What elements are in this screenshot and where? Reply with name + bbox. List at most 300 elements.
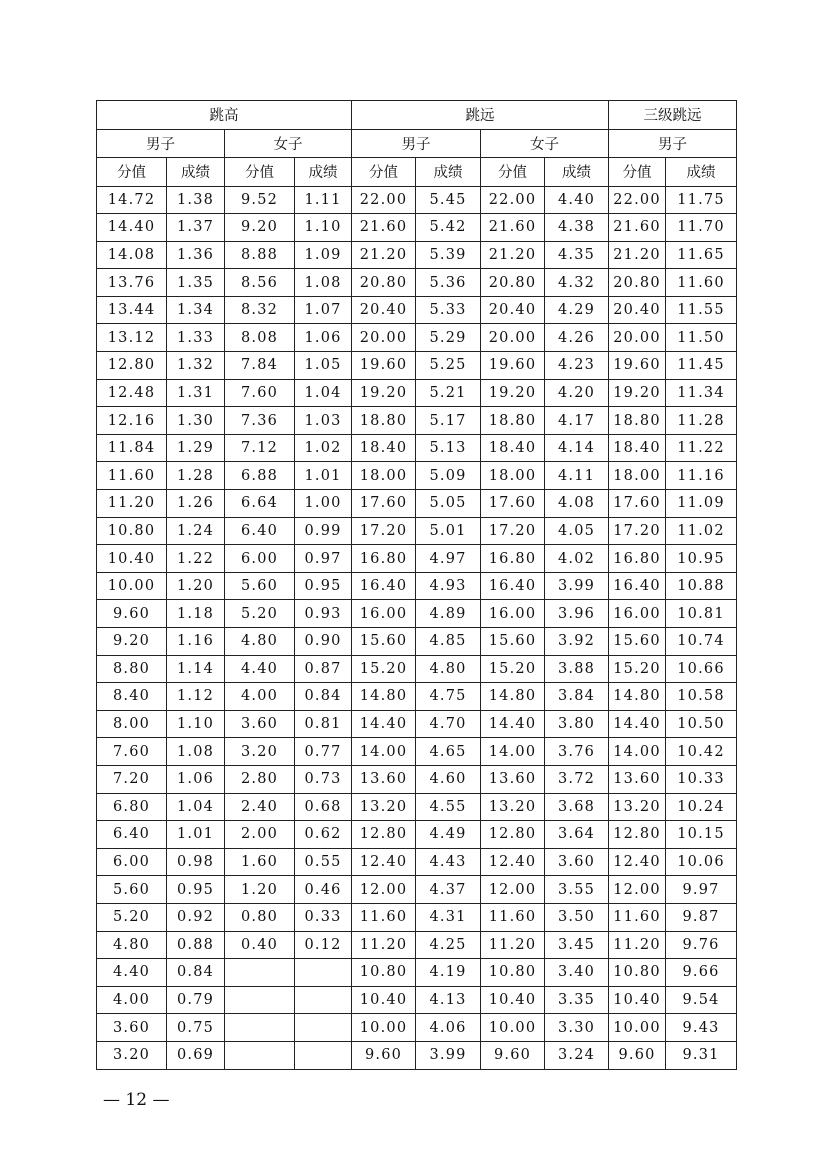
table-cell: 9.54	[666, 986, 737, 1014]
table-cell: 4.26	[545, 324, 609, 352]
table-cell: 8.00	[97, 710, 167, 738]
table-cell: 11.16	[666, 462, 737, 490]
col-result: 成绩	[416, 158, 481, 187]
table-cell: 4.85	[416, 628, 481, 656]
table-cell: 5.21	[416, 379, 481, 407]
table-cell: 6.40	[97, 821, 167, 849]
table-cell: 4.55	[416, 793, 481, 821]
table-cell: 21.20	[481, 241, 545, 269]
table-cell: 10.88	[666, 572, 737, 600]
table-cell: 5.01	[416, 517, 481, 545]
table-cell: 5.39	[416, 241, 481, 269]
table-cell: 4.02	[545, 545, 609, 573]
table-cell: 11.20	[481, 931, 545, 959]
long-jump-female: 女子	[481, 129, 609, 158]
table-cell: 18.40	[481, 434, 545, 462]
table-cell: 9.97	[666, 876, 737, 904]
table-cell: 11.70	[666, 214, 737, 242]
table-cell: 18.00	[352, 462, 416, 490]
table-cell: 9.52	[225, 186, 295, 214]
table-cell: 11.20	[609, 931, 666, 959]
table-cell: 0.75	[167, 1014, 225, 1042]
table-row	[97, 765, 737, 793]
table-cell: 7.60	[97, 738, 167, 766]
table-cell: 3.20	[97, 1041, 167, 1069]
table-row	[97, 710, 737, 738]
table-cell: 13.20	[352, 793, 416, 821]
table-cell: 12.48	[97, 379, 167, 407]
table-cell: 12.40	[352, 848, 416, 876]
table-cell: 16.40	[352, 572, 416, 600]
table-cell: 3.99	[416, 1041, 481, 1069]
col-result: 成绩	[295, 158, 352, 187]
table-cell: 1.07	[295, 296, 352, 324]
table-cell: 0.62	[295, 821, 352, 849]
table-row	[97, 296, 737, 324]
table-cell: 9.60	[352, 1041, 416, 1069]
table-cell: 11.50	[666, 324, 737, 352]
table-cell: 4.00	[225, 683, 295, 711]
table-cell: 4.11	[545, 462, 609, 490]
table-cell: 4.13	[416, 986, 481, 1014]
table-cell: 3.60	[225, 710, 295, 738]
table-cell: 4.80	[416, 655, 481, 683]
table-cell	[295, 1041, 352, 1069]
table-cell: 4.49	[416, 821, 481, 849]
table-cell: 10.50	[666, 710, 737, 738]
table-cell: 11.60	[481, 903, 545, 931]
table-cell: 5.42	[416, 214, 481, 242]
table-cell: 9.66	[666, 959, 737, 987]
table-cell: 20.80	[352, 269, 416, 297]
table-cell: 5.05	[416, 490, 481, 518]
table-cell: 13.20	[609, 793, 666, 821]
table-cell: 10.80	[609, 959, 666, 987]
col-result: 成绩	[167, 158, 225, 187]
table-cell: 6.00	[225, 545, 295, 573]
table-row	[97, 600, 737, 628]
table-cell: 14.40	[481, 710, 545, 738]
table-cell: 21.60	[481, 214, 545, 242]
table-cell: 0.46	[295, 876, 352, 904]
table-row	[97, 821, 737, 849]
table-cell: 0.93	[295, 600, 352, 628]
table-cell: 0.88	[167, 931, 225, 959]
table-cell: 1.22	[167, 545, 225, 573]
table-cell: 0.55	[295, 848, 352, 876]
table-cell: 1.37	[167, 214, 225, 242]
table-cell: 1.18	[167, 600, 225, 628]
table-cell: 9.60	[97, 600, 167, 628]
table-cell	[225, 959, 295, 987]
table-cell: 3.72	[545, 765, 609, 793]
table-cell: 20.80	[609, 269, 666, 297]
table-cell: 1.01	[295, 462, 352, 490]
table-cell: 11.60	[666, 269, 737, 297]
table-cell: 10.74	[666, 628, 737, 656]
table-cell: 1.26	[167, 490, 225, 518]
table-cell: 13.60	[481, 765, 545, 793]
table-cell: 16.40	[609, 572, 666, 600]
table-cell: 10.80	[352, 959, 416, 987]
table-cell: 4.14	[545, 434, 609, 462]
table-row	[97, 407, 737, 435]
table-row	[97, 434, 737, 462]
table-cell: 8.56	[225, 269, 295, 297]
table-cell: 16.00	[609, 600, 666, 628]
table-cell: 11.34	[666, 379, 737, 407]
table-cell: 10.40	[97, 545, 167, 573]
table-cell: 1.29	[167, 434, 225, 462]
table-cell: 5.17	[416, 407, 481, 435]
table-row	[97, 903, 737, 931]
table-cell: 11.20	[97, 490, 167, 518]
table-cell: 2.00	[225, 821, 295, 849]
table-cell: 11.75	[666, 186, 737, 214]
table-cell: 4.37	[416, 876, 481, 904]
table-cell: 19.60	[481, 352, 545, 380]
col-result: 成绩	[545, 158, 609, 187]
table-cell: 0.73	[295, 765, 352, 793]
table-cell: 5.13	[416, 434, 481, 462]
table-cell: 17.60	[352, 490, 416, 518]
table-cell: 1.33	[167, 324, 225, 352]
table-cell: 1.03	[295, 407, 352, 435]
table-cell: 11.65	[666, 241, 737, 269]
table-cell: 14.80	[609, 683, 666, 711]
col-score: 分值	[609, 158, 666, 187]
table-row	[97, 793, 737, 821]
table-cell: 4.65	[416, 738, 481, 766]
table-cell: 10.95	[666, 545, 737, 573]
table-cell: 5.20	[225, 600, 295, 628]
table-cell: 1.11	[295, 186, 352, 214]
table-cell: 1.60	[225, 848, 295, 876]
table-cell: 4.97	[416, 545, 481, 573]
table-cell: 18.00	[481, 462, 545, 490]
high-jump-male: 男子	[97, 129, 225, 158]
table-cell: 4.43	[416, 848, 481, 876]
table-cell: 19.20	[352, 379, 416, 407]
table-cell: 1.34	[167, 296, 225, 324]
table-cell: 4.31	[416, 903, 481, 931]
table-row	[97, 269, 737, 297]
table-cell: 10.42	[666, 738, 737, 766]
table-cell: 0.69	[167, 1041, 225, 1069]
table-cell: 11.09	[666, 490, 737, 518]
table-cell: 10.00	[609, 1014, 666, 1042]
table-cell: 12.80	[97, 352, 167, 380]
table-cell: 14.08	[97, 241, 167, 269]
table-cell	[295, 959, 352, 987]
table-cell: 10.33	[666, 765, 737, 793]
table-cell: 4.75	[416, 683, 481, 711]
column-header-row	[97, 158, 737, 187]
table-cell: 12.40	[481, 848, 545, 876]
table-cell: 8.40	[97, 683, 167, 711]
table-cell: 15.60	[352, 628, 416, 656]
table-cell: 15.60	[609, 628, 666, 656]
table-cell: 10.40	[352, 986, 416, 1014]
col-score: 分值	[481, 158, 545, 187]
table-cell: 16.80	[352, 545, 416, 573]
table-cell: 4.29	[545, 296, 609, 324]
table-cell: 19.60	[609, 352, 666, 380]
table-cell: 1.06	[167, 765, 225, 793]
table-cell: 9.87	[666, 903, 737, 931]
table-cell: 18.80	[609, 407, 666, 435]
table-cell: 1.24	[167, 517, 225, 545]
table-cell: 4.19	[416, 959, 481, 987]
table-cell: 0.68	[295, 793, 352, 821]
table-cell: 4.23	[545, 352, 609, 380]
table-cell: 21.20	[609, 241, 666, 269]
table-row	[97, 1041, 737, 1069]
table-cell: 9.60	[609, 1041, 666, 1069]
table-cell: 13.60	[609, 765, 666, 793]
table-cell: 5.45	[416, 186, 481, 214]
table-cell: 0.84	[295, 683, 352, 711]
table-cell: 12.80	[481, 821, 545, 849]
table-cell: 1.06	[295, 324, 352, 352]
table-cell: 4.60	[416, 765, 481, 793]
table-row	[97, 379, 737, 407]
table-cell: 12.16	[97, 407, 167, 435]
table-cell: 1.04	[295, 379, 352, 407]
table-row	[97, 628, 737, 656]
table-cell: 16.00	[352, 600, 416, 628]
table-cell: 1.12	[167, 683, 225, 711]
table-cell: 0.95	[295, 572, 352, 600]
table-cell: 18.80	[352, 407, 416, 435]
table-cell: 17.20	[481, 517, 545, 545]
table-cell: 0.98	[167, 848, 225, 876]
table-cell: 0.95	[167, 876, 225, 904]
table-cell: 22.00	[352, 186, 416, 214]
table-cell: 10.24	[666, 793, 737, 821]
table-cell: 14.00	[609, 738, 666, 766]
table-cell: 0.80	[225, 903, 295, 931]
table-cell: 1.16	[167, 628, 225, 656]
table-cell: 20.00	[609, 324, 666, 352]
table-cell: 1.20	[167, 572, 225, 600]
table-cell: 11.60	[97, 462, 167, 490]
table-cell: 19.20	[481, 379, 545, 407]
table-cell: 9.60	[481, 1041, 545, 1069]
table-cell: 9.20	[225, 214, 295, 242]
table-cell: 0.97	[295, 545, 352, 573]
table-cell	[295, 986, 352, 1014]
table-cell: 1.32	[167, 352, 225, 380]
table-cell: 10.40	[481, 986, 545, 1014]
table-cell: 3.50	[545, 903, 609, 931]
table-cell: 10.40	[609, 986, 666, 1014]
table-row	[97, 545, 737, 573]
table-cell: 4.08	[545, 490, 609, 518]
table-cell: 1.04	[167, 793, 225, 821]
table-cell: 14.72	[97, 186, 167, 214]
col-score: 分值	[352, 158, 416, 187]
table-cell: 4.40	[97, 959, 167, 987]
table-cell: 3.40	[545, 959, 609, 987]
table-cell: 0.99	[295, 517, 352, 545]
table-cell: 14.80	[481, 683, 545, 711]
table-cell: 11.28	[666, 407, 737, 435]
table-cell: 4.38	[545, 214, 609, 242]
table-row	[97, 214, 737, 242]
table-cell: 16.40	[481, 572, 545, 600]
table-row	[97, 186, 737, 214]
table-cell: 0.90	[295, 628, 352, 656]
table-cell: 10.58	[666, 683, 737, 711]
table-cell: 10.15	[666, 821, 737, 849]
table-cell: 4.17	[545, 407, 609, 435]
table-cell: 14.40	[352, 710, 416, 738]
table-cell: 4.80	[97, 931, 167, 959]
table-cell: 16.00	[481, 600, 545, 628]
table-cell: 15.20	[609, 655, 666, 683]
table-row	[97, 490, 737, 518]
table-cell: 3.60	[545, 848, 609, 876]
table-cell: 4.25	[416, 931, 481, 959]
score-table	[96, 100, 737, 1070]
table-cell: 10.80	[481, 959, 545, 987]
table-cell: 4.32	[545, 269, 609, 297]
table-cell: 1.08	[295, 269, 352, 297]
table-cell: 5.33	[416, 296, 481, 324]
table-row	[97, 683, 737, 711]
table-cell: 17.20	[352, 517, 416, 545]
table-cell: 1.14	[167, 655, 225, 683]
table-row	[97, 241, 737, 269]
table-cell	[295, 1014, 352, 1042]
table-cell: 21.20	[352, 241, 416, 269]
table-cell: 4.40	[545, 186, 609, 214]
table-row	[97, 462, 737, 490]
table-cell: 10.06	[666, 848, 737, 876]
table-cell: 17.60	[609, 490, 666, 518]
table-cell: 1.30	[167, 407, 225, 435]
table-cell: 13.76	[97, 269, 167, 297]
table-cell: 21.60	[352, 214, 416, 242]
table-cell: 11.60	[609, 903, 666, 931]
table-cell: 10.00	[97, 572, 167, 600]
table-cell: 0.92	[167, 903, 225, 931]
table-cell: 3.60	[97, 1014, 167, 1042]
table-cell: 9.20	[97, 628, 167, 656]
table-cell: 1.09	[295, 241, 352, 269]
table-cell: 0.40	[225, 931, 295, 959]
table-cell: 18.80	[481, 407, 545, 435]
table-cell: 8.08	[225, 324, 295, 352]
table-cell: 1.00	[295, 490, 352, 518]
table-cell: 22.00	[481, 186, 545, 214]
table-cell: 7.36	[225, 407, 295, 435]
table-cell: 3.20	[225, 738, 295, 766]
table-row	[97, 517, 737, 545]
table-cell: 0.81	[295, 710, 352, 738]
table-cell: 11.55	[666, 296, 737, 324]
table-cell	[225, 1041, 295, 1069]
table-cell: 1.05	[295, 352, 352, 380]
table-cell: 14.40	[97, 214, 167, 242]
table-cell: 11.60	[352, 903, 416, 931]
table-cell: 8.80	[97, 655, 167, 683]
table-cell: 13.12	[97, 324, 167, 352]
table-cell: 4.35	[545, 241, 609, 269]
table-cell: 13.20	[481, 793, 545, 821]
table-cell: 0.77	[295, 738, 352, 766]
table-cell: 10.66	[666, 655, 737, 683]
table-cell: 18.40	[609, 434, 666, 462]
table-cell: 8.32	[225, 296, 295, 324]
table-cell: 6.00	[97, 848, 167, 876]
col-score: 分值	[97, 158, 167, 187]
table-cell: 13.60	[352, 765, 416, 793]
table-cell: 21.60	[609, 214, 666, 242]
table-cell: 4.06	[416, 1014, 481, 1042]
table-cell: 6.80	[97, 793, 167, 821]
table-cell	[225, 1014, 295, 1042]
table-cell: 20.00	[481, 324, 545, 352]
table-cell: 4.93	[416, 572, 481, 600]
table-cell: 7.60	[225, 379, 295, 407]
event-triple-jump: 三级跳远	[609, 101, 737, 130]
table-cell: 18.00	[609, 462, 666, 490]
table-row	[97, 352, 737, 380]
table-cell: 1.36	[167, 241, 225, 269]
table-cell: 4.89	[416, 600, 481, 628]
col-result: 成绩	[666, 158, 737, 187]
table-cell: 4.80	[225, 628, 295, 656]
table-cell: 1.35	[167, 269, 225, 297]
table-cell: 7.20	[97, 765, 167, 793]
table-cell: 4.70	[416, 710, 481, 738]
col-score: 分值	[225, 158, 295, 187]
table-cell: 0.84	[167, 959, 225, 987]
table-cell: 14.40	[609, 710, 666, 738]
table-cell: 7.12	[225, 434, 295, 462]
table-cell: 5.25	[416, 352, 481, 380]
table-cell: 15.20	[481, 655, 545, 683]
table-cell: 10.00	[481, 1014, 545, 1042]
table-cell: 12.00	[352, 876, 416, 904]
table-cell: 17.60	[481, 490, 545, 518]
table-cell: 0.33	[295, 903, 352, 931]
table-cell: 5.20	[97, 903, 167, 931]
table-cell: 0.12	[295, 931, 352, 959]
table-row	[97, 986, 737, 1014]
table-cell: 3.35	[545, 986, 609, 1014]
table-cell: 9.31	[666, 1041, 737, 1069]
table-cell: 7.84	[225, 352, 295, 380]
table-cell: 3.80	[545, 710, 609, 738]
table-cell: 3.68	[545, 793, 609, 821]
table-cell: 16.80	[609, 545, 666, 573]
table-cell: 3.96	[545, 600, 609, 628]
table-cell: 12.00	[609, 876, 666, 904]
table-cell: 1.08	[167, 738, 225, 766]
table-cell: 3.45	[545, 931, 609, 959]
table-cell: 11.02	[666, 517, 737, 545]
table-cell: 1.02	[295, 434, 352, 462]
table-cell: 20.40	[609, 296, 666, 324]
table-row	[97, 876, 737, 904]
table-cell: 20.40	[352, 296, 416, 324]
table-cell: 17.20	[609, 517, 666, 545]
table-cell: 2.40	[225, 793, 295, 821]
table-cell	[225, 986, 295, 1014]
